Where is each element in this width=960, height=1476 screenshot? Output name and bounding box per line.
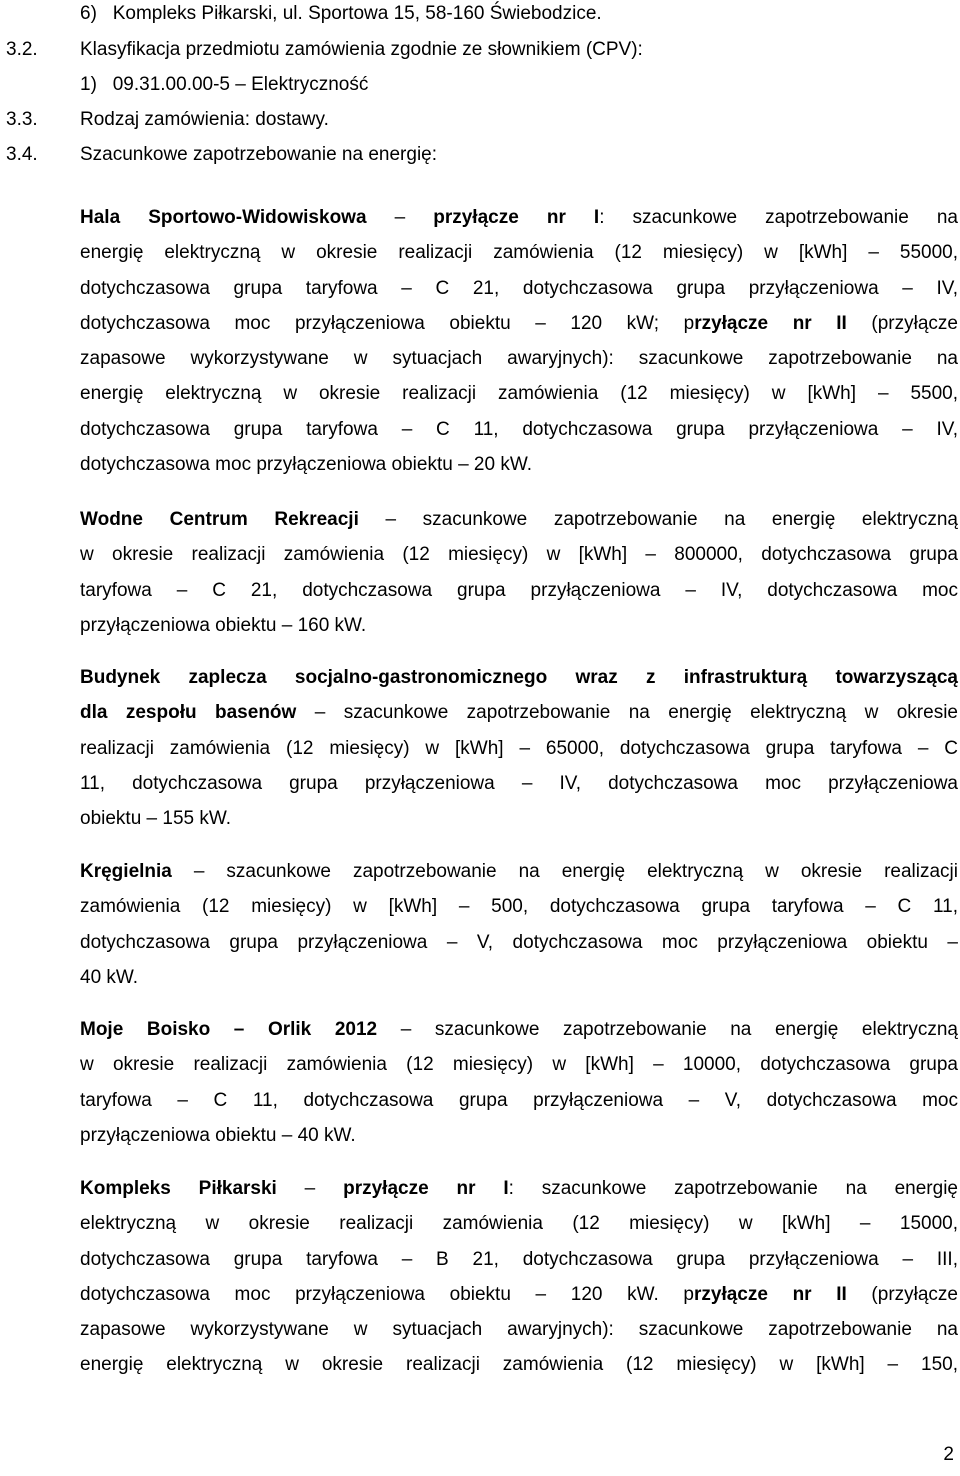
wodne-line-4: przyłączeniowa obiektu – 160 kW. <box>80 614 367 636</box>
hala-line-4 <box>80 306 958 341</box>
paragraph-hala <box>80 200 958 482</box>
hala-line-1 <box>80 200 958 235</box>
kompleks-line-3: dotychczasowa grupa taryfowa – B 21, dotychczasowa grupa przyłączeniowa – III, <box>80 1248 958 1270</box>
hala-line-4-end: (przyłącze <box>846 312 958 334</box>
hala-line-4-start: dotychczasowa moc przyłączeniowa obiektu – 120 kW; p <box>80 312 695 334</box>
section-3-2-number: 3.2. <box>6 39 38 60</box>
budynek-line-2 <box>80 695 958 730</box>
cpv-item-line <box>80 73 368 97</box>
kregielnia-title: Kręgielnia <box>80 861 172 882</box>
paragraph-budynek <box>80 660 958 836</box>
hala-line-2: energię elektryczną w okresie realizacji zamówienia (12 miesięcy) w [kWh] – 55000, <box>80 242 958 264</box>
section-3-3-text: Rodzaj zamówienia: dostawy. <box>80 109 329 130</box>
hala-line-8: dotychczasowa moc przyłączeniowa obiektu – 20 kW. <box>80 454 532 476</box>
section-3-4-number: 3.4. <box>6 144 38 165</box>
kompleks-connection-2: rzyłącze nr II <box>693 1283 847 1305</box>
kregielnia-line-1 <box>80 854 958 889</box>
kompleks-line-2: elektryczną w okresie realizacji zamówienia (12 miesięcy) w [kWh] – 15000, <box>80 1213 958 1235</box>
wodne-title: Wodne Centrum Rekreacji <box>80 509 359 530</box>
section-3-4-text: Szacunkowe zapotrzebowanie na energię: <box>80 144 438 165</box>
kregielnia-line-2: zamówienia (12 miesięcy) w [kWh] – 500, dotychczasowa grupa taryfowa – C 11, <box>80 896 958 918</box>
wodne-line-1-rest: – szacunkowe zapotrzebowanie na energię elektryczną <box>358 509 959 530</box>
wodne-line-3: taryfowa – C 21, dotychczasowa grupa przyłączeniowa – IV, dotychczasowa moc <box>80 579 958 601</box>
hala-line-1-rest: : szacunkowe zapotrzebowanie na <box>599 207 958 228</box>
orlik-title: Moje Boisko – Orlik 2012 <box>80 1019 378 1040</box>
orlik-line-2: w okresie realizacji zamówienia (12 miesięcy) w [kWh] – 10000, dotychczasowa grupa <box>80 1054 958 1076</box>
hala-line-7: dotychczasowa grupa taryfowa – C 11, dotychczasowa grupa przyłączeniowa – IV, <box>80 418 958 440</box>
orlik-line-3: taryfowa – C 11, dotychczasowa grupa przyłączeniowa – V, dotychczasowa moc <box>80 1089 958 1111</box>
kompleks-line-5: zapasowe wykorzystywane w sytuacjach awaryjnych): szacunkowe zapotrzebowanie na <box>80 1319 958 1341</box>
section-3-3-number: 3.3. <box>6 109 38 130</box>
orlik-line-4: przyłączeniowa obiektu – 40 kW. <box>80 1124 356 1146</box>
orlik-line-1-rest: – szacunkowe zapotrzebowanie na energię elektryczną <box>377 1019 959 1040</box>
hala-connection-1: przyłącze nr I <box>433 207 600 228</box>
budynek-line-1 <box>80 660 958 695</box>
budynek-title-2: dla zespołu basenów <box>80 702 297 724</box>
item-6-line <box>80 2 602 26</box>
budynek-line-2-rest: – szacunkowe zapotrzebowanie na energię elektryczną w okresie <box>296 702 958 724</box>
kompleks-title: Kompleks Piłkarski <box>80 1178 277 1199</box>
wodne-line-1 <box>80 502 958 537</box>
kregielnia-line-1-rest: – szacunkowe zapotrzebowanie na energię elektryczną w okresie realizacji <box>171 861 958 882</box>
kregielnia-line-3: dotychczasowa grupa przyłączeniowa – V, dotychczasowa moc przyłączeniowa obiektu – <box>80 931 958 953</box>
budynek-line-3: realizacji zamówienia (12 miesięcy) w [kWh] – 65000, dotychczasowa grupa taryfowa – C <box>80 737 958 759</box>
item-6-text: 6) Kompleks Piłkarski, ul. Sportowa 15, 58-160 Świebodzice. <box>80 3 602 24</box>
kompleks-line-6: energię elektryczną w okresie realizacji zamówienia (12 miesięcy) w [kWh] – 150, <box>80 1354 958 1376</box>
hala-connection-2: rzyłącze nr II <box>694 312 847 334</box>
kompleks-connection-1: przyłącze nr I <box>343 1178 509 1199</box>
paragraph-orlik <box>80 1012 958 1153</box>
wodne-line-2: w okresie realizacji zamówienia (12 miesięcy) w [kWh] – 800000, dotychczasowa grupa <box>80 544 958 566</box>
hala-line-3: dotychczasowa grupa taryfowa – C 21, dotychczasowa grupa przyłączeniowa – IV, <box>80 277 958 299</box>
kompleks-line-4 <box>80 1277 958 1312</box>
cpv-item-text: 1) 09.31.00.00-5 – Elektryczność <box>80 74 369 95</box>
kompleks-line-1 <box>80 1171 958 1206</box>
kompleks-dash: – <box>276 1178 344 1199</box>
kompleks-line-4-end: (przyłącze <box>846 1283 959 1305</box>
hala-line-6: energię elektryczną w okresie realizacji zamówienia (12 miesięcy) w [kWh] – 5500, <box>80 383 958 405</box>
kregielnia-line-4: 40 kW. <box>80 966 139 988</box>
kompleks-line-1-rest: : szacunkowe zapotrzebowanie na energię <box>508 1178 958 1199</box>
page-number: 2 <box>943 1444 954 1465</box>
hala-line-5: zapasowe wykorzystywane w sytuacjach awaryjnych): szacunkowe zapotrzebowanie na <box>80 348 958 370</box>
hala-title: Hala Sportowo-Widowiskowa <box>80 207 367 228</box>
orlik-line-1 <box>80 1012 958 1047</box>
paragraph-wodne <box>80 502 958 643</box>
paragraph-kregielnia <box>80 854 958 995</box>
kompleks-line-4-start: dotychczasowa moc przyłączeniowa obiektu – 120 kW. p <box>80 1283 694 1305</box>
section-3-2-text: Klasyfikacja przedmiotu zamówienia zgodnie ze słownikiem (CPV): <box>80 39 643 60</box>
budynek-line-4: 11, dotychczasowa grupa przyłączeniowa – IV, dotychczasowa moc przyłączeniowa <box>80 772 958 794</box>
budynek-title-1: Budynek zaplecza socjalno-gastronomicznego wraz z infrastrukturą towarzyszącą <box>80 667 958 688</box>
paragraph-kompleks <box>80 1171 958 1383</box>
budynek-line-5: obiektu – 155 kW. <box>80 808 232 830</box>
hala-dash: – <box>366 207 434 228</box>
